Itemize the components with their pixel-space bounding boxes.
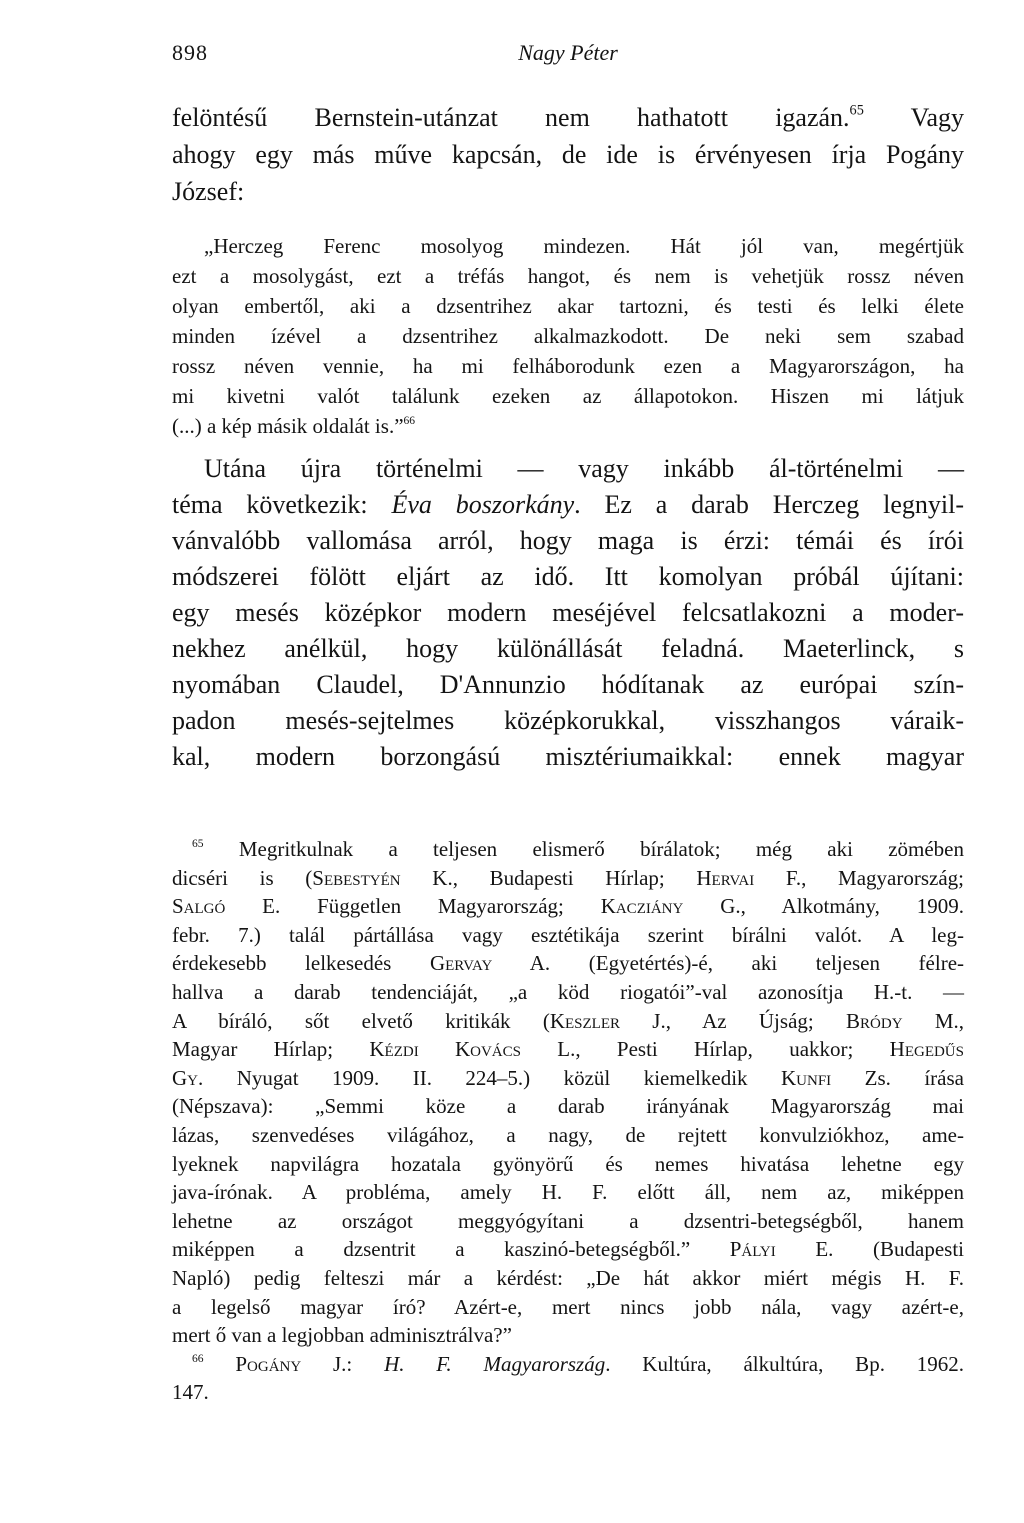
author-name: Salgó [172,894,226,919]
text-run: K., Budapesti Hírlap; [400,865,697,890]
footnote-65-line: (Népszava): „Semmi köze a darab irányának Magyarország mai [172,1094,964,1119]
author-name: Sebestyén [312,865,401,890]
play-title: Éva boszorkány [391,490,575,519]
footnote-marker-66: 66 [192,1352,204,1365]
author-name: Pogány [235,1351,302,1376]
text-run: . Ez a darab Herczeg legnyil- [574,490,964,519]
paragraph-intro [172,99,964,210]
footnote-65-line: mert ő van a legjobban adminisztrálva?” [172,1323,512,1348]
text-line: Utána újra történelmi — vagy inkább ál-történelmi — [204,454,964,483]
text-run: Zs. írása [831,1065,964,1090]
footnote-65-line [172,1235,964,1264]
footnote-65-line [172,835,964,864]
text-run: téma következik: [172,490,392,519]
footnote-65-line: lehetne az országot meggyógyítani a dzsentri-betegségből, hanem [172,1208,964,1233]
page-number: 898 [172,40,208,65]
text-run: A. (Egyetértés)-é, aki teljesen félre- [492,951,965,976]
quote-line [172,411,964,441]
quote-line: olyan embertől, aki a dzsentrihez akar tartozni, és testi és lelki élete [172,294,964,318]
quote-line: mi kivetni valót találunk ezeken az állapotokon. Hiszen mi látjuk [172,384,964,408]
text-run: F., Magyarország; [754,865,964,890]
author-name: Bródy [846,1008,903,1033]
text-run: Megritkulnak a teljesen elismerő bírálatok; még aki zömében [238,837,964,861]
footnote-65-line [172,864,964,893]
text-run: E. Független Magyarország; [225,894,601,919]
author-name: Kézdi Kovács [369,1037,521,1062]
footnote-65-line: hallva a darab tendenciáját, „a köd riogatói”-val azonosítja H.-t. — [172,979,964,1004]
text-line: kal, modern borzongású misztériumaikkal: ennek magyar [172,742,964,771]
footnote-65-line: Napló) pedig felteszi már a kérdést: „De hát akkor miért mégis H. F. [172,1265,964,1290]
quote-line: rossz néven vennie, ha mi felháborodunk ezen a Magyarországon, ha [172,354,964,378]
text-run: érdekesebb lelkesedés [172,951,430,976]
book-page [172,40,965,1405]
text-run: G., Alkotmány, 1909. [683,894,964,919]
text-line: nyomában Claudel, D'Annunzio hódítanak az európai szín- [172,670,964,699]
text-run: (...) a kép másik oldalát is.” [172,414,404,438]
footnote-marker-65: 65 [192,837,204,850]
footnote-65-line: lyeknek napvilágra hozatala gyönyörű és nemes hivatása lehetne egy [172,1151,964,1176]
footnote-65-line [172,1035,964,1064]
text-line: módszerei fölött eljárt az idő. Itt komolyan próbál újítani: [172,562,964,591]
footnote-65-line [172,1064,964,1093]
text-line [172,99,964,136]
quote-line: „Herczeg Ferenc mosolyog mindezen. Hát jól van, megértjük [204,234,964,258]
text-line: ahogy egy más műve kapcsán, de ide is érvényesen írja Pogány [172,140,964,169]
author-name: Hervai [696,865,755,890]
footnote-65-line [172,949,964,978]
text-line [172,487,964,523]
quote-line: ezt a mosolygást, ezt a tréfás hangot, és nem is vehetjük rossz néven [172,264,964,288]
text-run: . Kultúra, álkultúra, Bp. 1962. [605,1351,964,1376]
text-line: padon mesés-sejtelmes középkorukkal, visszhangos váraik- [172,706,964,735]
footnote-ref-66: 66 [403,414,416,427]
running-head [172,40,964,76]
author-name: Kacziány [600,894,684,919]
running-title: Nagy Péter [518,40,618,65]
text-run: felöntésű Bernstein-utánzat nem hathatott igazán. [172,103,850,132]
text-line: vánvalóbb vallomása arról, hogy maga is érzi: témái és írói [172,526,964,555]
text-run: miképpen a dzsentrit a kaszinó-betegségből.” [172,1237,730,1262]
author-name: Gervay [429,951,493,976]
paragraph-main [172,451,964,775]
text-run: Magyar Hírlap; [172,1037,370,1062]
text-run: Vagy [863,103,965,132]
book-title: H. F. Magyarország [384,1351,606,1376]
text-line: nekhez anélkül, hogy különállását feladná. Maeterlinck, s [172,634,964,663]
text-run: dicséri is ( [172,865,313,890]
footnote-66-line [172,1350,964,1379]
text-run: J., Az Újság; [620,1008,847,1033]
author-name: Gy. [172,1065,204,1090]
footnote-65-line: a legelső magyar író? Azért-e, mert nincs jobb nála, vagy azért-e, [172,1294,964,1319]
text-run: M., [902,1008,964,1033]
quote-line: minden ízével a dzsentrihez alkalmazkodott. De neki sem szabad [172,324,964,348]
block-quote [172,231,964,441]
author-name: Keszler [549,1008,621,1033]
footnote-65-line [172,1007,964,1036]
text-run: L., Pesti Hírlap, uakkor; [521,1037,890,1062]
author-name: Pályi [729,1237,776,1262]
text-run: Nyugat 1909. II. 224–5.) közül kiemelkedik [203,1065,781,1090]
footnote-ref-65: 65 [849,102,864,119]
footnote-65-line: java-írónak. A probléma, amely H. F. előtt áll, nem az, miképpen [172,1180,964,1205]
text-line: egy mesés középkor modern meséjével felcsatlakozni a moder- [172,598,964,627]
author-name: Kunfi [781,1065,832,1090]
text-run: E. (Budapesti [775,1237,965,1262]
author-name: Hegedűs [889,1037,964,1062]
text-run: J.: [301,1351,385,1376]
footnotes [172,835,964,1407]
text-line: József: [172,177,245,206]
text-run: A bíráló, sőt elvető kritikák ( [172,1008,550,1033]
footnote-65-line [172,892,964,921]
footnote-65-line: lázas, szenvedéses világához, a nagy, de rejtett konvulziókhoz, ame- [172,1122,964,1147]
footnote-65-line: febr. 7.) talál pártállása vagy esztétikája szerint bírálni valót. A leg- [172,922,964,947]
footnote-66-line: 147. [172,1380,209,1405]
